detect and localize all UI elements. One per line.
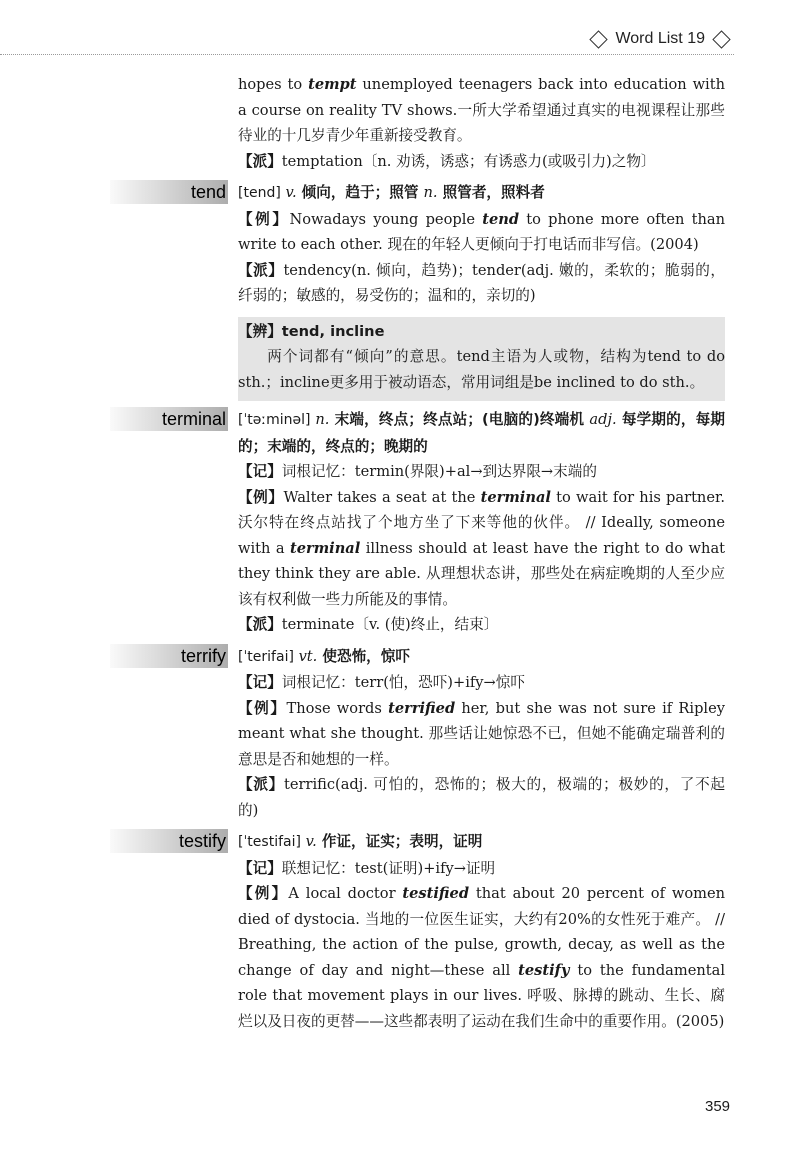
derivative-tag: 【派】 xyxy=(238,152,282,170)
memory-tag: 【记】 xyxy=(238,674,282,691)
headword-row xyxy=(0,180,800,207)
entry-testify xyxy=(0,829,800,1034)
keyword: terminal xyxy=(480,488,551,506)
entry-terminal xyxy=(0,407,800,638)
header-title: Word List 19 xyxy=(615,30,705,47)
headword-testify: testify xyxy=(110,829,228,853)
entry-tend xyxy=(0,180,800,401)
headword-row xyxy=(0,644,800,671)
definition-line: [ˈtəːminəl] n. 末端，终点；终点站；(电脑的)终端机 adj. 每学期的，每期的；末端的，终点的；晚期的 xyxy=(238,411,726,455)
header-divider xyxy=(0,54,734,55)
memory-line: 【记】词根记忆：terr(怕，恐吓)+ify→惊吓 xyxy=(238,674,525,691)
page-number: 359 xyxy=(705,1098,731,1115)
keyword: tend xyxy=(482,210,520,228)
definition-line: [ˈterifai] vt. 使恐怖，惊吓 xyxy=(238,647,410,665)
derivative-tag: 【派】 xyxy=(238,776,284,793)
derivative-line: 【派】tendency(n. 倾向，趋势)；tender(adj. 嫩的，柔软的；脆弱的，纤弱的；敏感的，易受伤的；温和的，亲切的) xyxy=(238,261,725,304)
pronunciation: [ˈterifai] xyxy=(238,648,294,665)
keyword: terrified xyxy=(388,699,456,717)
keyword: terminal xyxy=(290,539,361,557)
headword-tend: tend xyxy=(110,180,228,204)
memory-tag: 【记】 xyxy=(238,463,282,480)
pronunciation: [ˈtestifai] xyxy=(238,834,301,850)
example-tag: 【例】 xyxy=(238,699,287,717)
entry-tempt-continued xyxy=(0,72,800,174)
headword-row xyxy=(0,407,800,459)
definition-line: [tend] v. 倾向，趋于；照管 n. 照管者，照料者 xyxy=(238,184,545,201)
derivative-line: 【派】temptation〔n. 劝诱，诱惑；有诱惑力(或吸引力)之物〕 xyxy=(238,152,656,170)
derivative-tag: 【派】 xyxy=(238,616,282,633)
memory-line: 【记】联想记忆：test(证明)+ify→证明 xyxy=(238,859,496,877)
running-header xyxy=(588,30,732,48)
pronunciation: [ˈtəːminəl] xyxy=(238,412,311,428)
example-tag: 【例】 xyxy=(238,210,290,228)
pronunciation: [tend] xyxy=(238,185,281,201)
memory-line: 【记】词根记忆：termin(界限)+al→到达界限→末端的 xyxy=(238,463,597,480)
example-line: 【例】Those words terrified her, but she was not sure if Ripley meant what she thought. 那些话让她惊恐不已，但她不能确定瑞普利的意思是否和她想的一样。 xyxy=(238,699,725,768)
derivative-tag: 【派】 xyxy=(238,261,284,279)
keyword: testify xyxy=(518,961,570,979)
distinction-box xyxy=(238,317,725,402)
distinction-title: 【辨】tend, incline xyxy=(238,322,385,340)
diamond-left-icon xyxy=(590,30,608,48)
memory-tag: 【记】 xyxy=(238,859,282,877)
example-continued: hopes to tempt unemployed teenagers back into education with a course on reality TV shows.一所大学希望通过真实的电视课程让那些待业的十几岁青少年重新接受教育。 xyxy=(238,76,725,144)
example-tag: 【例】 xyxy=(238,488,284,506)
headword-terminal: terminal xyxy=(110,407,228,431)
example-line: 【例】Nowadays young people tend to phone more often than write to each other. 现在的年轻人更倾向于打电话而非写信。(2004) xyxy=(238,210,725,253)
page-body xyxy=(0,72,800,1034)
distinction-text: 两个词都有“倾向”的意思。tend主语为人或物，结构为tend to do sth.；incline更多用于被动语态，常用词组是be inclined to do sth.。 xyxy=(238,348,725,391)
headword-row xyxy=(0,829,800,856)
keyword: tempt xyxy=(308,76,357,93)
example-line: 【例】A local doctor testified that about 20 percent of women died of dystocia. 当地的一位医生证实，大约有20%的女性死于难产。 // Breathing, the action of the pulse, growth, decay, as well as the change of day and night—these all testify to the fundamental role that movement plays in our lives. 呼吸、脉搏的跳动、生长、腐烂以及日夜的更替——这些都表明了运动在我们生命中的重要作用。(2005) xyxy=(238,885,725,1030)
example-line: 【例】Walter takes a seat at the terminal to wait for his partner. 沃尔特在终点站找了个地方坐了下来等他的伙伴。 // Ideally, someone with a terminal illness should at least have the right to do what they think they are able. 从理想状态讲，那些处在病症晚期的人至少应该有权利做一些力所能及的事情。 xyxy=(238,488,726,608)
headword-terrify: terrify xyxy=(110,644,228,668)
example-tag: 【例】 xyxy=(238,885,289,902)
entry-terrify xyxy=(0,644,800,824)
derivative-line: 【派】terrific(adj. 可怕的，恐怖的；极大的，极端的；极妙的，了不起的) xyxy=(238,776,725,819)
derivative-line: 【派】terminate〔v. (使)终止，结束〕 xyxy=(238,616,499,633)
definition-line: [ˈtestifai] v. 作证，证实；表明，证明 xyxy=(238,833,483,850)
diamond-right-icon xyxy=(712,30,730,48)
keyword: testified xyxy=(402,885,470,902)
